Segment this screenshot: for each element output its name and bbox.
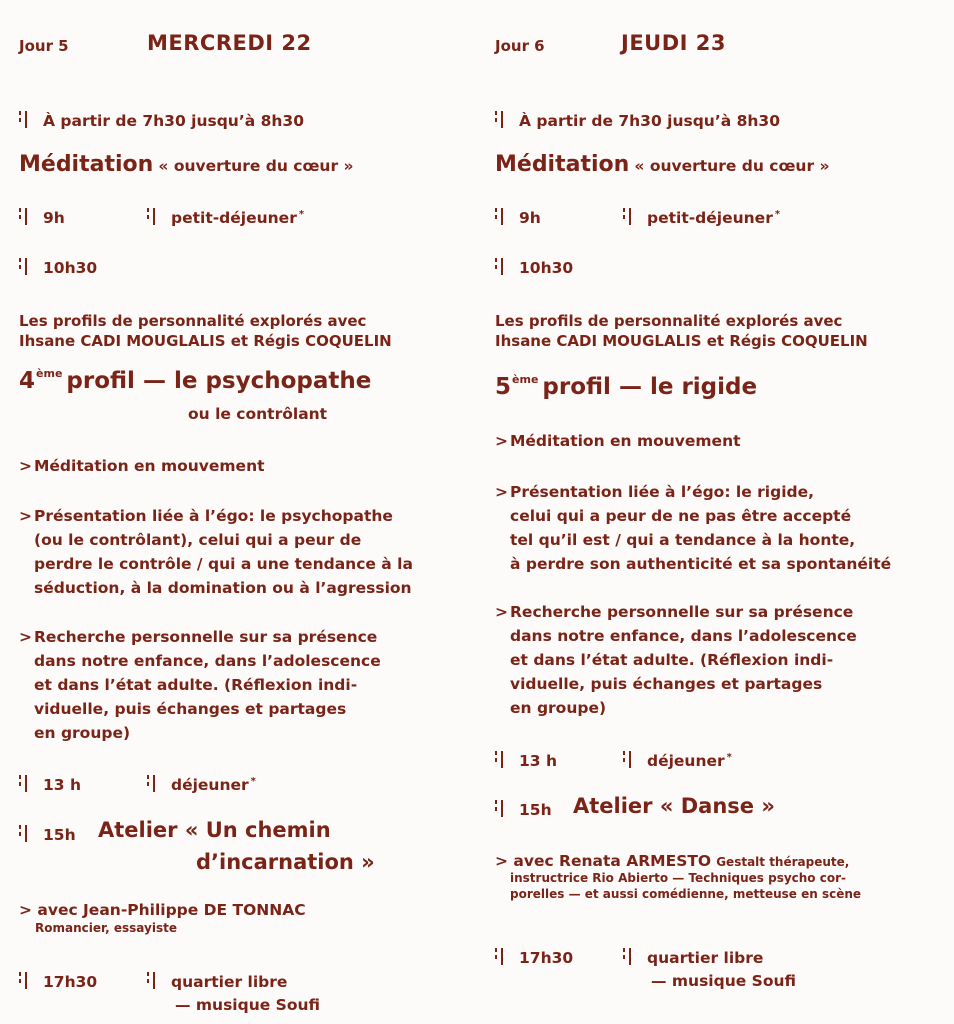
- breakfast-label: petit-déjeuner: [647, 209, 773, 227]
- asterisk: *: [726, 752, 732, 763]
- time-17h30: 17h30: [43, 973, 98, 991]
- bullet-marker: >: [495, 483, 508, 501]
- schedule-17h30: [19, 972, 97, 991]
- bullet-recherche: [19, 625, 381, 745]
- breakfast: [147, 208, 304, 227]
- free-time: [147, 972, 287, 991]
- bullet-line: dans notre enfance, dans l’adolescence: [34, 652, 381, 670]
- profile-name: profil — le rigide: [542, 374, 758, 400]
- bullet-line: en groupe): [510, 699, 607, 717]
- profile-ordinal: ème: [512, 373, 539, 386]
- separator-icon: [495, 948, 505, 965]
- schedule-9h: [19, 208, 65, 227]
- profile-title: [495, 373, 757, 400]
- profiles-intro: [19, 311, 392, 351]
- lunch-label: déjeuner: [647, 752, 725, 770]
- day-label: Jour 6: [495, 37, 545, 55]
- separator-icon: [19, 775, 29, 792]
- atelier-title: Atelier « Danse »: [573, 794, 775, 818]
- schedule-15h: [19, 825, 76, 844]
- meditation-title: Méditation: [19, 152, 154, 177]
- separator-icon: [623, 948, 633, 965]
- separator-icon: [19, 111, 29, 128]
- profile-title: [19, 367, 371, 394]
- bullet-meditation: [19, 454, 265, 478]
- bullet-line: en groupe): [34, 724, 131, 742]
- profiles-intro: [495, 311, 868, 351]
- bullet-line: et dans l’état adulte. (Réflexion indi-: [510, 651, 834, 669]
- lunch-label: déjeuner: [171, 776, 249, 794]
- bullet-line: Recherche personnelle sur sa présence: [34, 628, 378, 646]
- free-time-label: quartier libre: [171, 973, 288, 991]
- bullet-meditation: [495, 429, 741, 453]
- schedule-10h30: [495, 258, 573, 277]
- facilitator: [495, 852, 861, 902]
- asterisk: *: [298, 209, 305, 220]
- schedule-10h30: [19, 258, 97, 277]
- bullet-line: Présentation liée à l’égo: le rigide,: [510, 483, 814, 501]
- schedule-17h30: [495, 948, 573, 967]
- lunch: [623, 751, 732, 770]
- day-title: JEUDI 23: [621, 31, 726, 55]
- meditation-heading: [495, 152, 830, 177]
- bullet-recherche: [495, 600, 857, 720]
- time-9h: 9h: [43, 209, 65, 227]
- separator-icon: [495, 111, 505, 128]
- bullet-marker: >: [19, 628, 32, 646]
- bullet-line: dans notre enfance, dans l’adolescence: [510, 627, 857, 645]
- time-9h: 9h: [519, 209, 541, 227]
- free-time: [623, 948, 763, 967]
- atelier-title: Atelier « Un chemin: [98, 818, 331, 842]
- free-time-music: — musique Soufi: [651, 972, 796, 990]
- profiles-intro-line: Les profils de personnalité explorés avec: [495, 312, 843, 330]
- facilitator-detail: Romancier, essayiste: [35, 921, 177, 935]
- schedule-9h: [495, 208, 541, 227]
- separator-icon: [147, 775, 157, 792]
- facilitator-detail: instructrice Rio Abierto — Techniques psycho cor-: [510, 871, 846, 885]
- time-10h30: 10h30: [43, 259, 98, 277]
- bullet-presentation: [495, 480, 891, 576]
- schedule-15h: [495, 800, 552, 819]
- time-early: À partir de 7h30 jusqu’à 8h30: [519, 112, 780, 130]
- meditation-subtitle: « ouverture du cœur »: [634, 157, 830, 175]
- time-early: À partir de 7h30 jusqu’à 8h30: [43, 112, 304, 130]
- free-time-label: quartier libre: [647, 949, 764, 967]
- meditation-heading: [19, 152, 354, 177]
- separator-icon: [147, 972, 157, 989]
- asterisk: *: [250, 776, 256, 787]
- atelier-title-line2: d’incarnation »: [196, 850, 375, 874]
- meditation-subtitle: « ouverture du cœur »: [158, 157, 354, 175]
- separator-icon: [495, 751, 505, 768]
- asterisk: *: [774, 209, 781, 220]
- bullet-text: Méditation en mouvement: [510, 432, 741, 450]
- day-label: Jour 5: [19, 37, 69, 55]
- separator-icon: [19, 208, 29, 225]
- profile-name: profil — le psychopathe: [66, 368, 372, 394]
- facilitator-detail: Gestalt thérapeute,: [716, 855, 850, 869]
- bullet-line: séduction, à la domination ou à l’agression: [34, 579, 412, 597]
- profile-ordinal: ème: [36, 367, 63, 380]
- time-17h30: 17h30: [519, 949, 574, 967]
- schedule-early: [495, 111, 780, 130]
- bullet-line: à perdre son authenticité et sa spontanéité: [510, 555, 892, 573]
- separator-icon: [19, 972, 29, 989]
- time-13h: 13 h: [43, 776, 82, 794]
- separator-icon: [495, 258, 505, 275]
- bullet-line: viduelle, puis échanges et partages: [34, 700, 347, 718]
- bullet-line: (ou le contrôlant), celui qui a peur de: [34, 531, 362, 549]
- separator-icon: [495, 208, 505, 225]
- profiles-intro-line: Ihsane CADI MOUGLALIS et Régis COQUELIN: [495, 332, 868, 350]
- separator-icon: [623, 751, 633, 768]
- bullet-presentation: [19, 504, 413, 600]
- profile-number: 5: [495, 374, 512, 400]
- separator-icon: [495, 800, 505, 817]
- profile-subtitle: ou le contrôlant: [188, 405, 328, 423]
- bullet-line: viduelle, puis échanges et partages: [510, 675, 823, 693]
- schedule-early: [19, 111, 304, 130]
- separator-icon: [147, 208, 157, 225]
- facilitator: > avec Jean-Philippe DE TONNAC: [19, 901, 306, 919]
- meditation-title: Méditation: [495, 152, 630, 177]
- time-10h30: 10h30: [519, 259, 574, 277]
- bullet-text: Méditation en mouvement: [34, 457, 265, 475]
- time-15h: 15h: [519, 801, 552, 819]
- bullet-marker: >: [19, 457, 32, 475]
- schedule-13h: [495, 751, 557, 770]
- day-column-6: [477, 0, 947, 1024]
- bullet-line: Présentation liée à l’égo: le psychopathe: [34, 507, 393, 525]
- bullet-marker: >: [495, 432, 508, 450]
- breakfast-label: petit-déjeuner: [171, 209, 297, 227]
- day-title: MERCREDI 22: [147, 31, 312, 55]
- bullet-line: celui qui a peur de ne pas être accepté: [510, 507, 852, 525]
- facilitator-detail: porelles — et aussi comédienne, metteuse en scène: [510, 887, 862, 901]
- bullet-marker: >: [495, 603, 508, 621]
- day-column-5: [0, 0, 470, 1024]
- free-time-music: — musique Soufi: [175, 996, 320, 1014]
- profiles-intro-line: Ihsane CADI MOUGLALIS et Régis COQUELIN: [19, 332, 392, 350]
- time-13h: 13 h: [519, 752, 558, 770]
- time-15h: 15h: [43, 826, 76, 844]
- separator-icon: [623, 208, 633, 225]
- profile-number: 4: [19, 368, 36, 394]
- bullet-line: perdre le contrôle / qui a une tendance à la: [34, 555, 413, 573]
- profiles-intro-line: Les profils de personnalité explorés avec: [19, 312, 367, 330]
- facilitator-name: > avec Renata ARMESTO: [495, 852, 712, 870]
- separator-icon: [19, 258, 29, 275]
- breakfast: [623, 208, 780, 227]
- separator-icon: [19, 825, 29, 842]
- schedule-13h: [19, 775, 81, 794]
- lunch: [147, 775, 256, 794]
- bullet-line: tel qu’il est / qui a tendance à la honte,: [510, 531, 856, 549]
- bullet-line: et dans l’état adulte. (Réflexion indi-: [34, 676, 358, 694]
- bullet-line: Recherche personnelle sur sa présence: [510, 603, 854, 621]
- bullet-marker: >: [19, 507, 32, 525]
